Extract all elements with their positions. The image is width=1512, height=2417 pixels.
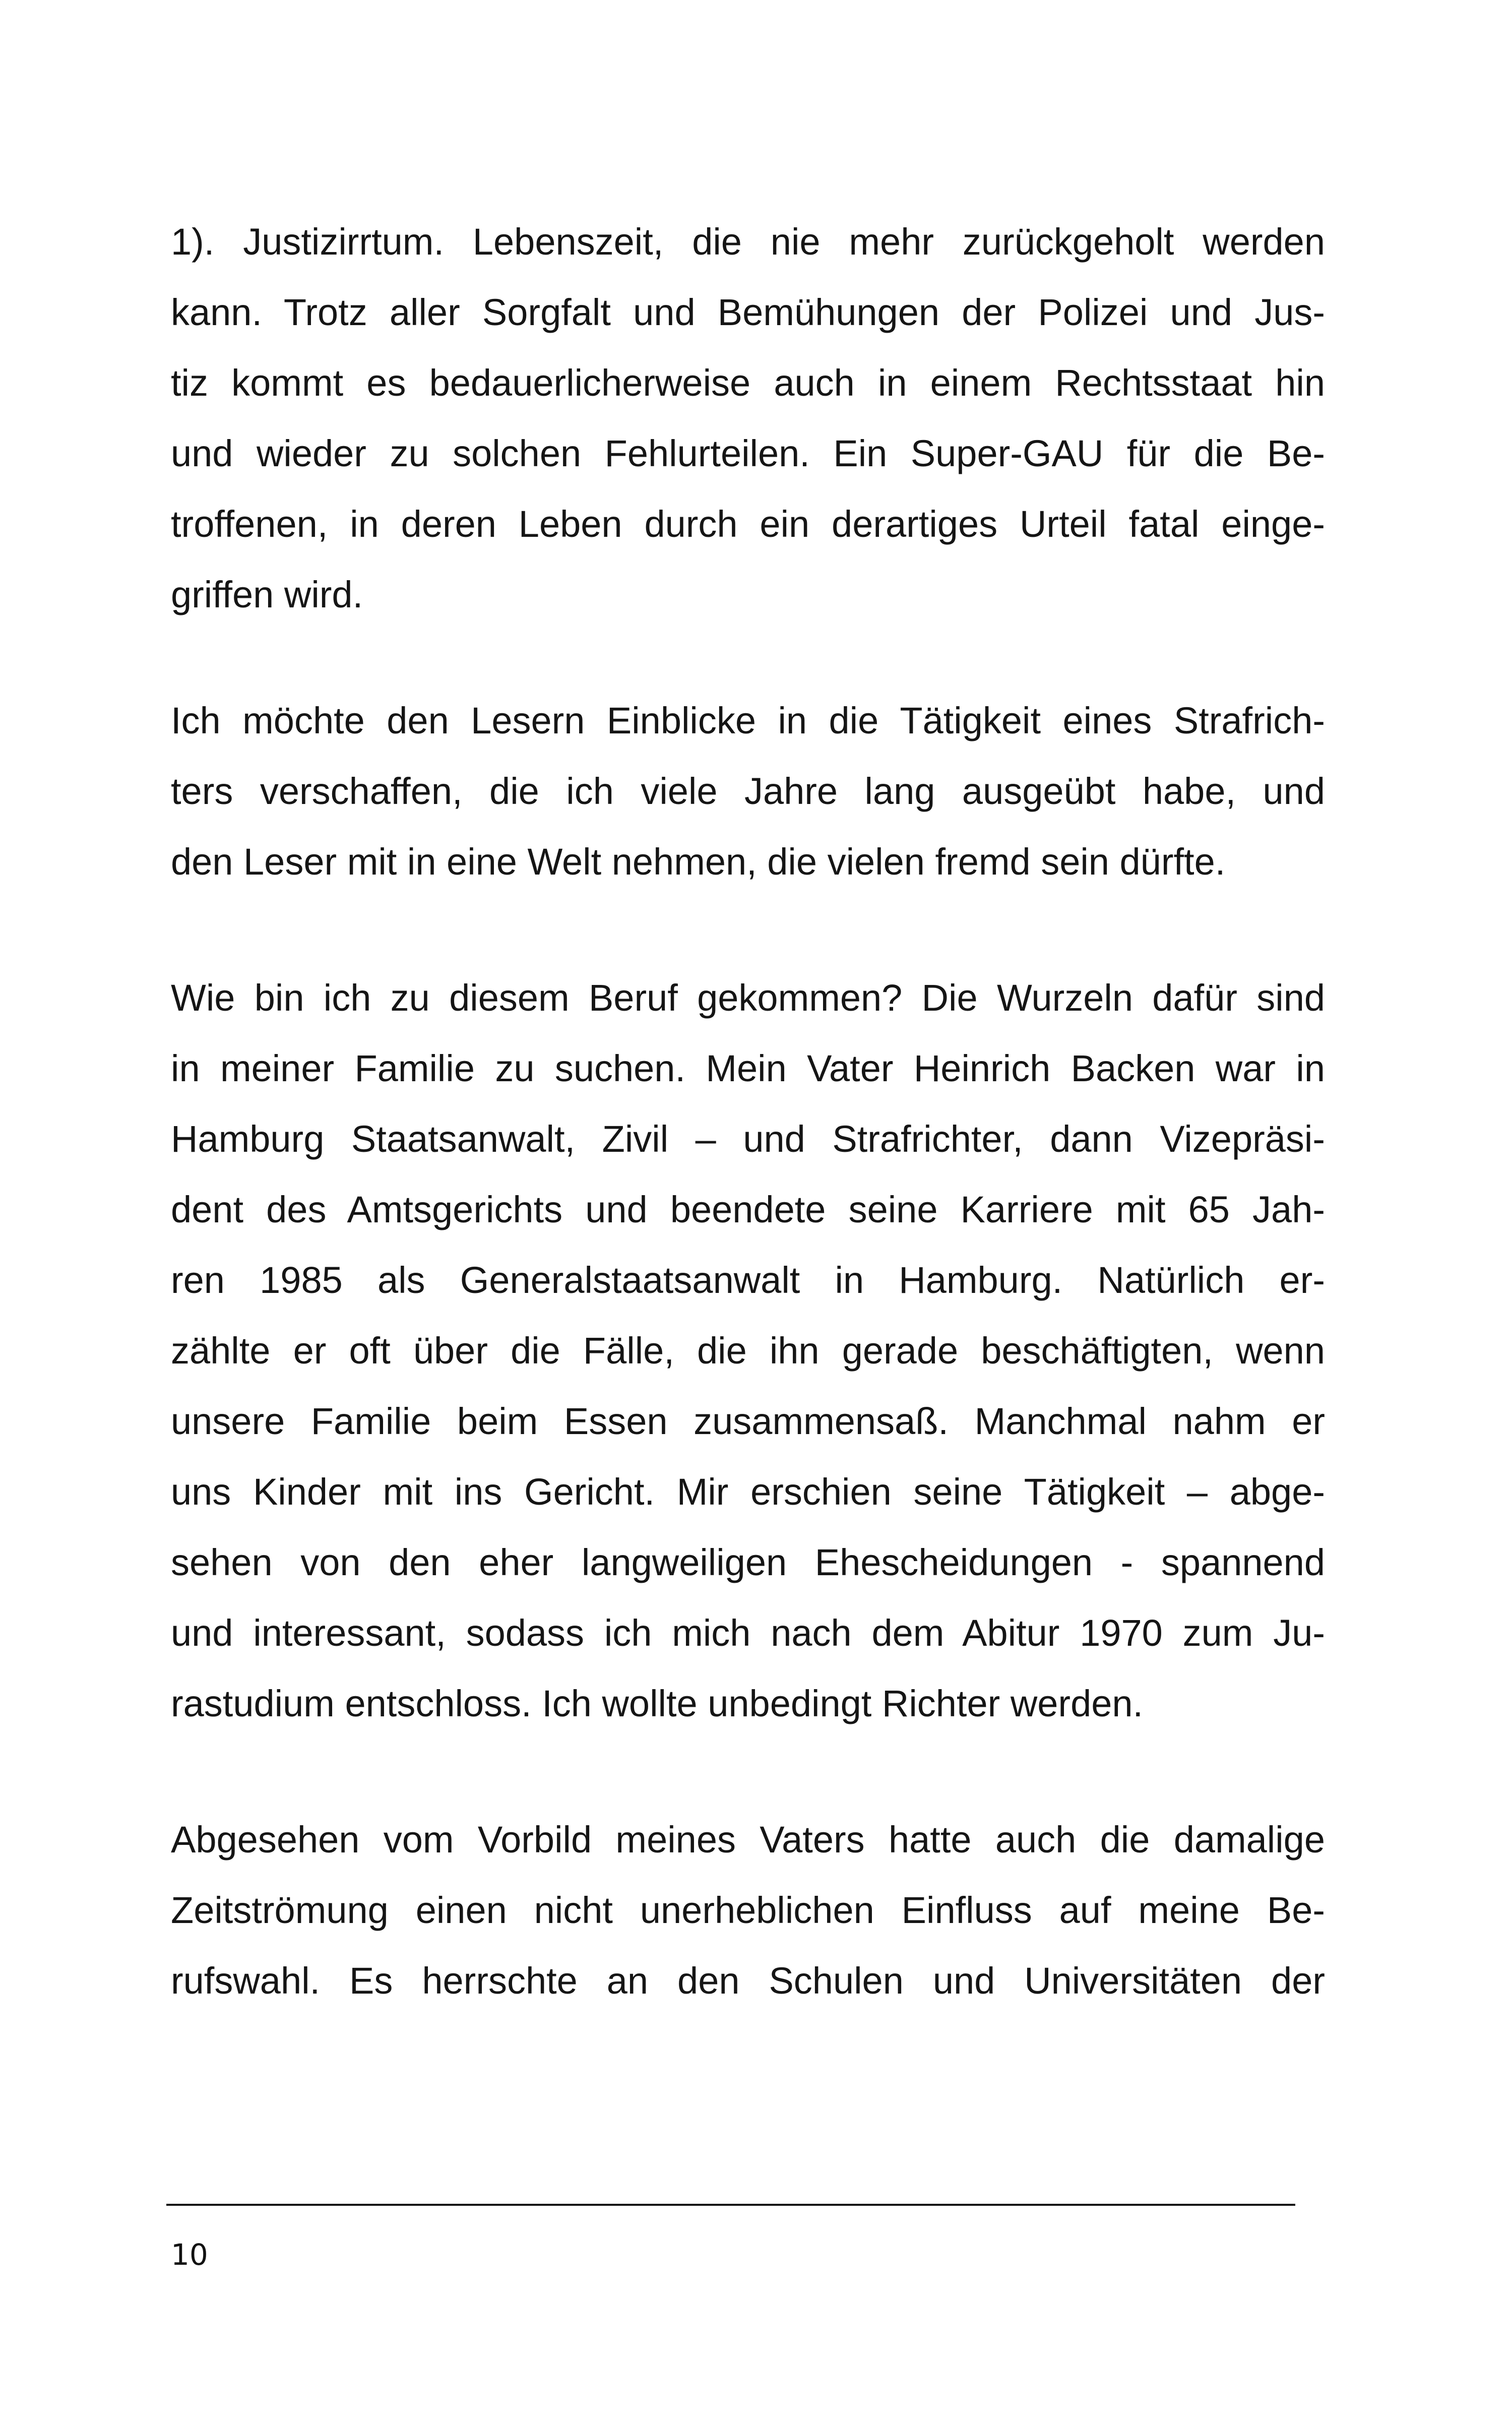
text-line: unsere Familie beim Essen zusammensaß. Manchmal nahm er (171, 1400, 1325, 1442)
text-line: Wie bin ich zu diesem Beruf gekommen? Die Wurzeln dafür sind (171, 977, 1325, 1019)
text-line: 1). Justizirrtum. Lebenszeit, die nie mehr zurückgeholt werden (171, 221, 1325, 263)
text-line: und wieder zu solchen Fehlurteilen. Ein Super-GAU für die Be- (171, 432, 1325, 474)
page-number: 10 (171, 2238, 208, 2272)
paragraph-zeitstroemung (171, 1805, 1325, 2016)
text-line: Ich möchte den Lesern Einblicke in die Tätigkeit eines Strafrich- (171, 700, 1325, 741)
text-line: und interessant, sodass ich mich nach dem Abitur 1970 zum Ju- (171, 1612, 1325, 1654)
text-line: dent des Amtsgerichts und beendete seine Karriere mit 65 Jah- (171, 1189, 1325, 1230)
text-line: ren 1985 als Generalstaatsanwalt in Hamburg. Natürlich er- (171, 1259, 1325, 1301)
text-line: Zeitströmung einen nicht unerheblichen Einfluss auf meine Be- (171, 1889, 1325, 1931)
text-line: griffen wird. (171, 574, 363, 615)
text-line: zählte er oft über die Fälle, die ihn gerade beschäftigten, wenn (171, 1330, 1325, 1372)
text-line: rufswahl. Es herrschte an den Schulen und Universitäten der (171, 1960, 1325, 2002)
text-line: Abgesehen vom Vorbild meines Vaters hatte auch die damalige (171, 1819, 1325, 1861)
text-line: sehen von den eher langweiligen Ehescheidungen - spannend (171, 1541, 1325, 1583)
text-line: troffenen, in deren Leben durch ein derartiges Urteil fatal einge- (171, 503, 1325, 545)
text-line: den Leser mit in eine Welt nehmen, die vielen fremd sein dürfte. (171, 841, 1226, 883)
text-line: Hamburg Staatsanwalt, Zivil – und Strafrichter, dann Vizepräsi- (171, 1118, 1325, 1160)
text-line: in meiner Familie zu suchen. Mein Vater Heinrich Backen war in (171, 1047, 1325, 1089)
text-line: kann. Trotz aller Sorgfalt und Bemühungen der Polizei und Jus- (171, 291, 1325, 333)
text-line: rastudium entschloss. Ich wollte unbedingt Richter werden. (171, 1683, 1144, 1724)
paragraph-justizirrtum (171, 207, 1325, 630)
footer-divider (166, 2204, 1295, 2206)
text-line: tiz kommt es bedauerlicherweise auch in einem Rechtsstaat hin (171, 362, 1325, 404)
text-line: uns Kinder mit ins Gericht. Mir erschien seine Tätigkeit – abge- (171, 1471, 1325, 1513)
paragraph-einblicke (171, 686, 1325, 897)
text-line: ters verschaffen, die ich viele Jahre lang ausgeübt habe, und (171, 770, 1325, 812)
paragraph-berufswahl (171, 963, 1325, 1739)
